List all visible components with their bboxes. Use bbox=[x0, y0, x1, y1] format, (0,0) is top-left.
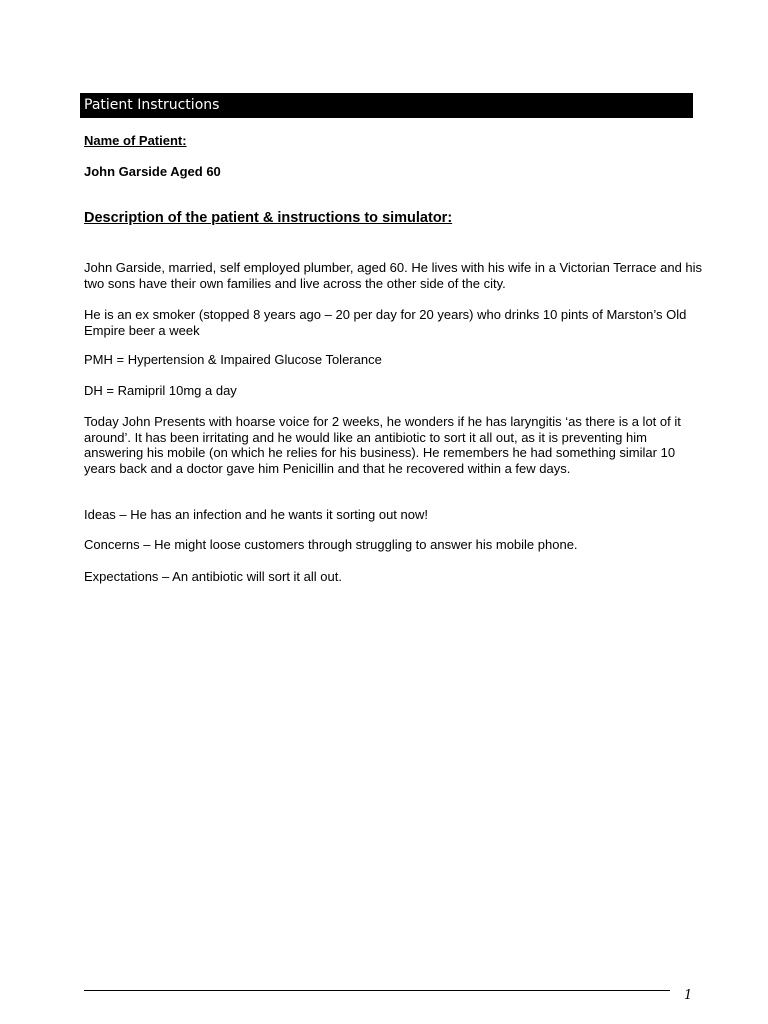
page-number: 1 bbox=[684, 988, 693, 1003]
section-header: Patient Instructions bbox=[80, 93, 693, 118]
paragraph-background: John Garside, married, self employed plumber, aged 60. He lives with his wife in a Victorian Terrace and his two sons have their own families and live across the other side of the city. bbox=[84, 260, 703, 291]
paragraph-ideas: Ideas – He has an infection and he wants it sorting out now! bbox=[84, 507, 428, 522]
patient-name-value: John Garside Aged 60 bbox=[84, 164, 221, 179]
paragraph-expectations: Expectations – An antibiotic will sort it all out. bbox=[84, 569, 342, 584]
paragraph-dh: DH = Ramipril 10mg a day bbox=[84, 383, 237, 398]
paragraph-social-history: He is an ex smoker (stopped 8 years ago – 20 per day for 20 years) who drinks 10 pints of Marston’s Old Empire beer a week bbox=[84, 307, 687, 338]
footer-divider bbox=[84, 990, 670, 991]
paragraph-presentation: Today John Presents with hoarse voice for 2 weeks, he wonders if he has laryngitis ‘as there is a lot of it around’. It has been irritating and he would like an antibiotic to sort it all out, as it is preventing him answering his mobile (on which he relies for his business). He remembers he had something similar 10 years back and a doctor gave him Penicillin and that he recovered within a few days. bbox=[84, 414, 681, 476]
paragraph-concerns: Concerns – He might loose customers through struggling to answer his mobile phone. bbox=[84, 537, 578, 552]
patient-name-label: Name of Patient: bbox=[84, 133, 187, 148]
paragraph-pmh: PMH = Hypertension & Impaired Glucose Tolerance bbox=[84, 352, 382, 367]
description-heading: Description of the patient & instructions to simulator: bbox=[84, 210, 453, 226]
